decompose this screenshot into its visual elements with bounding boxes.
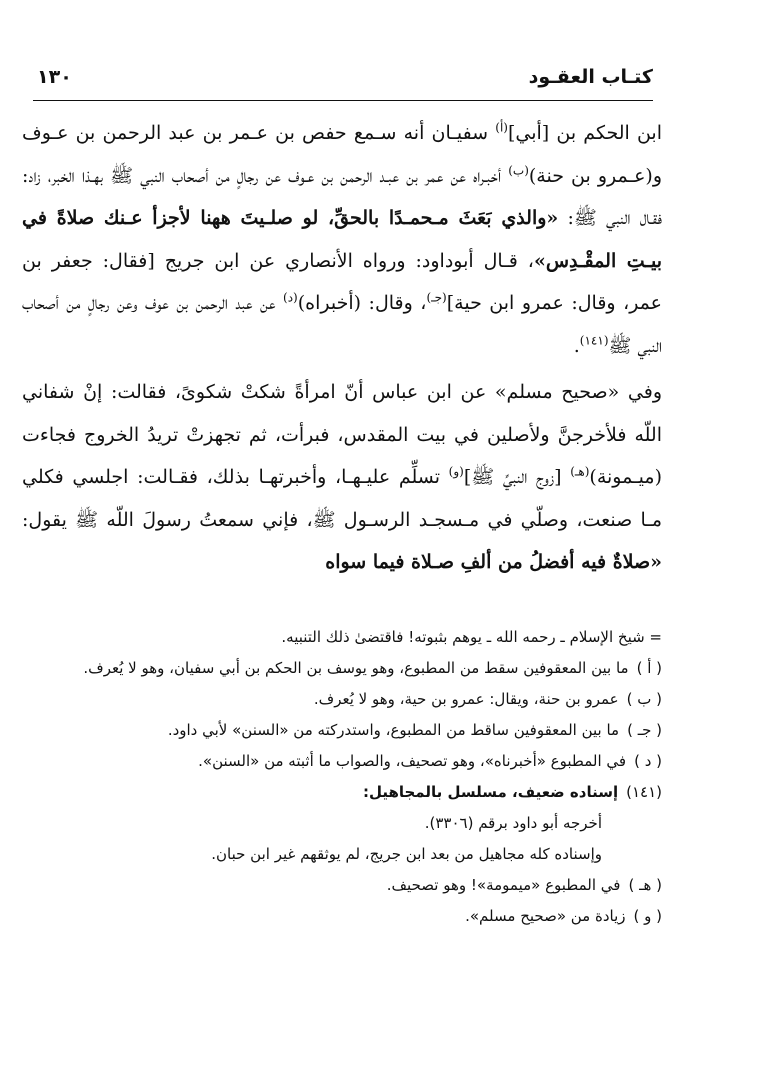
footnote-mark-c: ( جـ ) bbox=[627, 721, 662, 739]
main-text bbox=[22, 112, 662, 584]
p1-text-d: ، قـال أبوداود: ورواه الأنصاري عن ابن جريج [فقال: جعفر بن عمر، وقال: عمرو ابن حية] bbox=[22, 249, 663, 314]
footnote-141-line-2: أخرجه أبو داود برقم (٣٣٠٦). bbox=[424, 814, 602, 832]
paragraph-2 bbox=[22, 371, 662, 584]
footnote-mark-f: ( و ) bbox=[633, 907, 662, 925]
footnote-mark-a: ( أ ) bbox=[636, 659, 662, 677]
footnote-ref-141: (١٤١) bbox=[579, 333, 609, 348]
p1-text-f: عن عبد الرحمن بن عوف وعن رجالٍ من أصحاب النبي ﷺ bbox=[22, 292, 662, 357]
hadith-quote-1: «والذي بَعَثَ مـحمـدًا بالحقِّ، لو صلـيتَ ههنا لأجزأ عـنك صلاةً في بيـتِ المقْـدِس» bbox=[22, 207, 662, 272]
p2-text-a: وفي «صحيح مسلم» عن ابن عباس أنّ امرأةً شكتْ شكوىً، فقالت: إنْ شفاني اللّه فلأخرجنَّ ولأصلين في بيت المقدس، فبرأت، ثم تجهزتْ تريدُ الخروج فجاءت (ميـمونة) bbox=[22, 381, 662, 488]
footnote-mark-141: (١٤١) bbox=[626, 783, 662, 801]
footnote-ref-a: (أ) bbox=[495, 120, 508, 135]
footnote-ref-e: (هـ) bbox=[570, 464, 590, 479]
footnotes bbox=[22, 622, 662, 932]
footnote-text-e: في المطبوع «ميمومة»! وهو تصحيف. bbox=[386, 876, 621, 894]
hadith-quote-2: «صلاةٌ فيه أفضلُ من ألفِ صـلاة فيما سواه bbox=[325, 551, 662, 573]
footnote-ref-b: (ب) bbox=[508, 163, 529, 178]
footnote-mark-d: ( د ) bbox=[634, 752, 662, 770]
footnote-e bbox=[22, 870, 662, 901]
footnote-continuation: = شيخ الإسلام ـ رحمه الله ـ يوهم بثبوته! فاقتضىٰ ذلك التنبيه. bbox=[281, 628, 662, 646]
footnote-mark-b: ( ب ) bbox=[626, 690, 662, 708]
footnote-c bbox=[22, 715, 662, 746]
footnote-141-line-3: وإسناده كله مجاهيل من بعد ابن جريج، لم يوثقهم غير ابن حبان. bbox=[211, 845, 602, 863]
footnote-d bbox=[22, 746, 662, 777]
footnote-ref-f: (و) bbox=[448, 464, 464, 479]
p1-text-a: ابن الحكم بن [أبي] bbox=[507, 122, 662, 144]
footnote-text-b: عمرو بن حنة، ويقال: عمرو بن حية، وهو لا يُعرف. bbox=[313, 690, 619, 708]
footnote-ref-c: (جـ) bbox=[426, 290, 447, 305]
footnote-text-c: ما بين المعقوفين ساقط من المطبوع، واستدركته من «السنن» لأبي داود. bbox=[167, 721, 620, 739]
footnote-text-d: في المطبوع «أخبرناه»، وهو تصحيف، والصواب ما أثبته من «السنن». bbox=[198, 752, 627, 770]
book-title: كتـاب العقـود bbox=[528, 66, 653, 88]
p1-text-end: . bbox=[573, 334, 580, 357]
footnote-text-141: إسناده ضعيف، مسلسل بالمجاهيل: bbox=[362, 783, 619, 801]
page-number: ١٣٠ bbox=[37, 66, 72, 88]
footnote-text-a: ما بين المعقوفين سقط من المطبوع، وهو يوسف بن الحكم بن أبي سفيان، وهو لا يُعرف. bbox=[83, 659, 629, 677]
p2-text-b: [زوج النبيِّ ﷺ] bbox=[463, 466, 571, 488]
footnote-f bbox=[22, 901, 662, 932]
paragraph-1 bbox=[22, 112, 662, 367]
footnote-ref-d: (د) bbox=[283, 290, 298, 305]
p1-text-e: ، وقال: (أخبراه) bbox=[297, 292, 427, 314]
p1-text-c: أخبـراه عن عمر بن عبـد الرحمن بن عـوف عن رجالٍ من أصحاب النبي ﷺ بهـذا الخبر، زاد: فقـال النبي ﷺ: bbox=[22, 164, 663, 229]
footnote-141 bbox=[22, 777, 662, 808]
footnote-mark-e: ( هـ ) bbox=[628, 876, 662, 894]
footnote-text-f: زيادة من «صحيح مسلم». bbox=[465, 907, 626, 925]
page-header bbox=[33, 60, 653, 101]
footnote-b bbox=[22, 684, 662, 715]
p2-text-c: تسلِّم عليـهـا، وأخبرتهـا بذلك، فقـالت: اجلسي فكلي مـا صنعت، وصلّي في مـسجـد الرسـول ﷺ، فإني سمعتُ رسولَ اللّه ﷺ يقول: bbox=[22, 466, 662, 531]
p1-text-b: سفيـان أنه سـمع حفص بن عـمر بن عبد الرحمن بن عـوف و(عـمرو بن حنة) bbox=[22, 122, 662, 187]
footnote-a bbox=[22, 653, 662, 684]
